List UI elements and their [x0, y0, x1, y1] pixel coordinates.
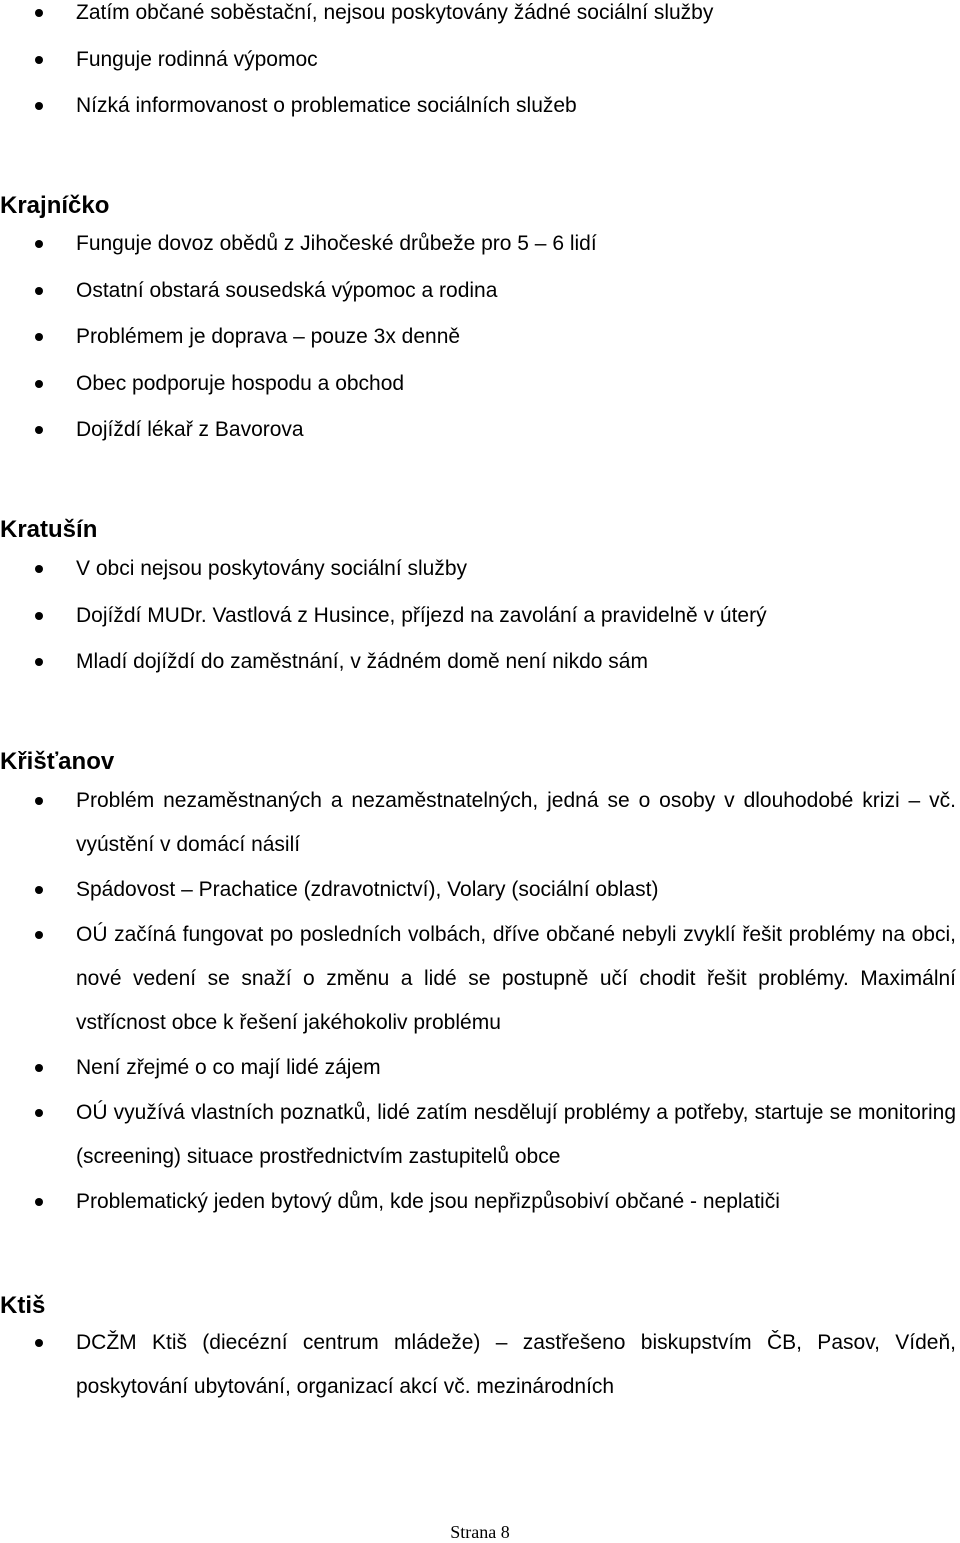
bullet-icon [35, 612, 43, 620]
list-item: Funguje rodinná výpomoc [0, 37, 960, 84]
list-item: Mladí dojíždí do zaměstnání, v žádném domě není nikdo sám [0, 639, 960, 686]
list-item: Problematický jeden bytový dům, kde jsou nepřizpůsobiví občané - neplatiči [0, 1180, 960, 1224]
list-item: Funguje dovoz obědů z Jihočeské drůbeže pro 5 – 6 lidí [0, 221, 960, 268]
bullet-icon [35, 886, 43, 894]
page-number: Strana 8 [450, 1522, 510, 1542]
list-item: Problémem je doprava – pouze 3x denně [0, 314, 960, 361]
section-heading-kristanov: Křišťanov [0, 748, 115, 775]
bullet-icon [35, 9, 43, 17]
bullet-icon [35, 1064, 43, 1072]
bullet-icon [35, 240, 43, 248]
bullet-icon [35, 333, 43, 341]
bullet-icon [35, 380, 43, 388]
bullet-icon [35, 931, 43, 939]
section-heading-krajnicko: Krajníčko [0, 192, 110, 219]
list-item: Ostatní obstará sousedská výpomoc a rodina [0, 268, 960, 315]
list-item: Není zřejmé o co mají lidé zájem [0, 1046, 960, 1090]
list-item: Spádovost – Prachatice (zdravotnictví), Volary (sociální oblast) [0, 868, 960, 912]
list-item: V obci nejsou poskytovány sociální služby [0, 546, 960, 593]
bullet-icon [35, 287, 43, 295]
list-item: OÚ začíná fungovat po posledních volbách, dříve občané nebyli zvyklí řešit problémy na obci, nové vedení se snaží o změnu a lidé se postupně učí chodit řešit problémy. Maximální vstřícnost obce k řešení jakéhokoliv problému [0, 913, 960, 1045]
bullet-list-ktis [0, 1321, 960, 1410]
bullet-list-kristanov [0, 779, 960, 1225]
list-item: Dojíždí MUDr. Vastlová z Husince, příjezd na zavolání a pravidelně v úterý [0, 593, 960, 640]
list-item: OÚ využívá vlastních poznatků, lidé zatím nesdělují problémy a potřeby, startuje se monitoring (screening) situace prostřednictvím zastupitelů obce [0, 1091, 960, 1179]
bullet-list-krajnicko [0, 221, 960, 454]
list-item: Obec podporuje hospodu a obchod [0, 361, 960, 408]
list-item: Nízká informovanost o problematice sociálních služeb [0, 83, 960, 130]
bullet-icon [35, 56, 43, 64]
section-heading-ktis: Ktiš [0, 1292, 46, 1319]
bullet-list-intro [0, 0, 960, 130]
bullet-icon [35, 102, 43, 110]
bullet-list-kratusin [0, 546, 960, 686]
bullet-icon [35, 1339, 43, 1347]
bullet-icon [35, 1198, 43, 1206]
list-item: DCŽM Ktiš (diecézní centrum mládeže) – zastřešeno biskupstvím ČB, Pasov, Vídeň, poskytování ubytování, organizací akcí vč. mezinárodních [0, 1321, 960, 1409]
bullet-icon [35, 797, 43, 805]
list-item: Problém nezaměstnaných a nezaměstnatelných, jedná se o osoby v dlouhodobé krizi – vč. vyústění v domácí násilí [0, 779, 960, 867]
list-item: Dojíždí lékař z Bavorova [0, 407, 960, 454]
section-heading-kratusin: Kratušín [0, 516, 98, 543]
bullet-icon [35, 426, 43, 434]
bullet-icon [35, 565, 43, 573]
bullet-icon [35, 1109, 43, 1117]
list-item: Zatím občané soběstační, nejsou poskytovány žádné sociální služby [0, 0, 960, 37]
bullet-icon [35, 658, 43, 666]
